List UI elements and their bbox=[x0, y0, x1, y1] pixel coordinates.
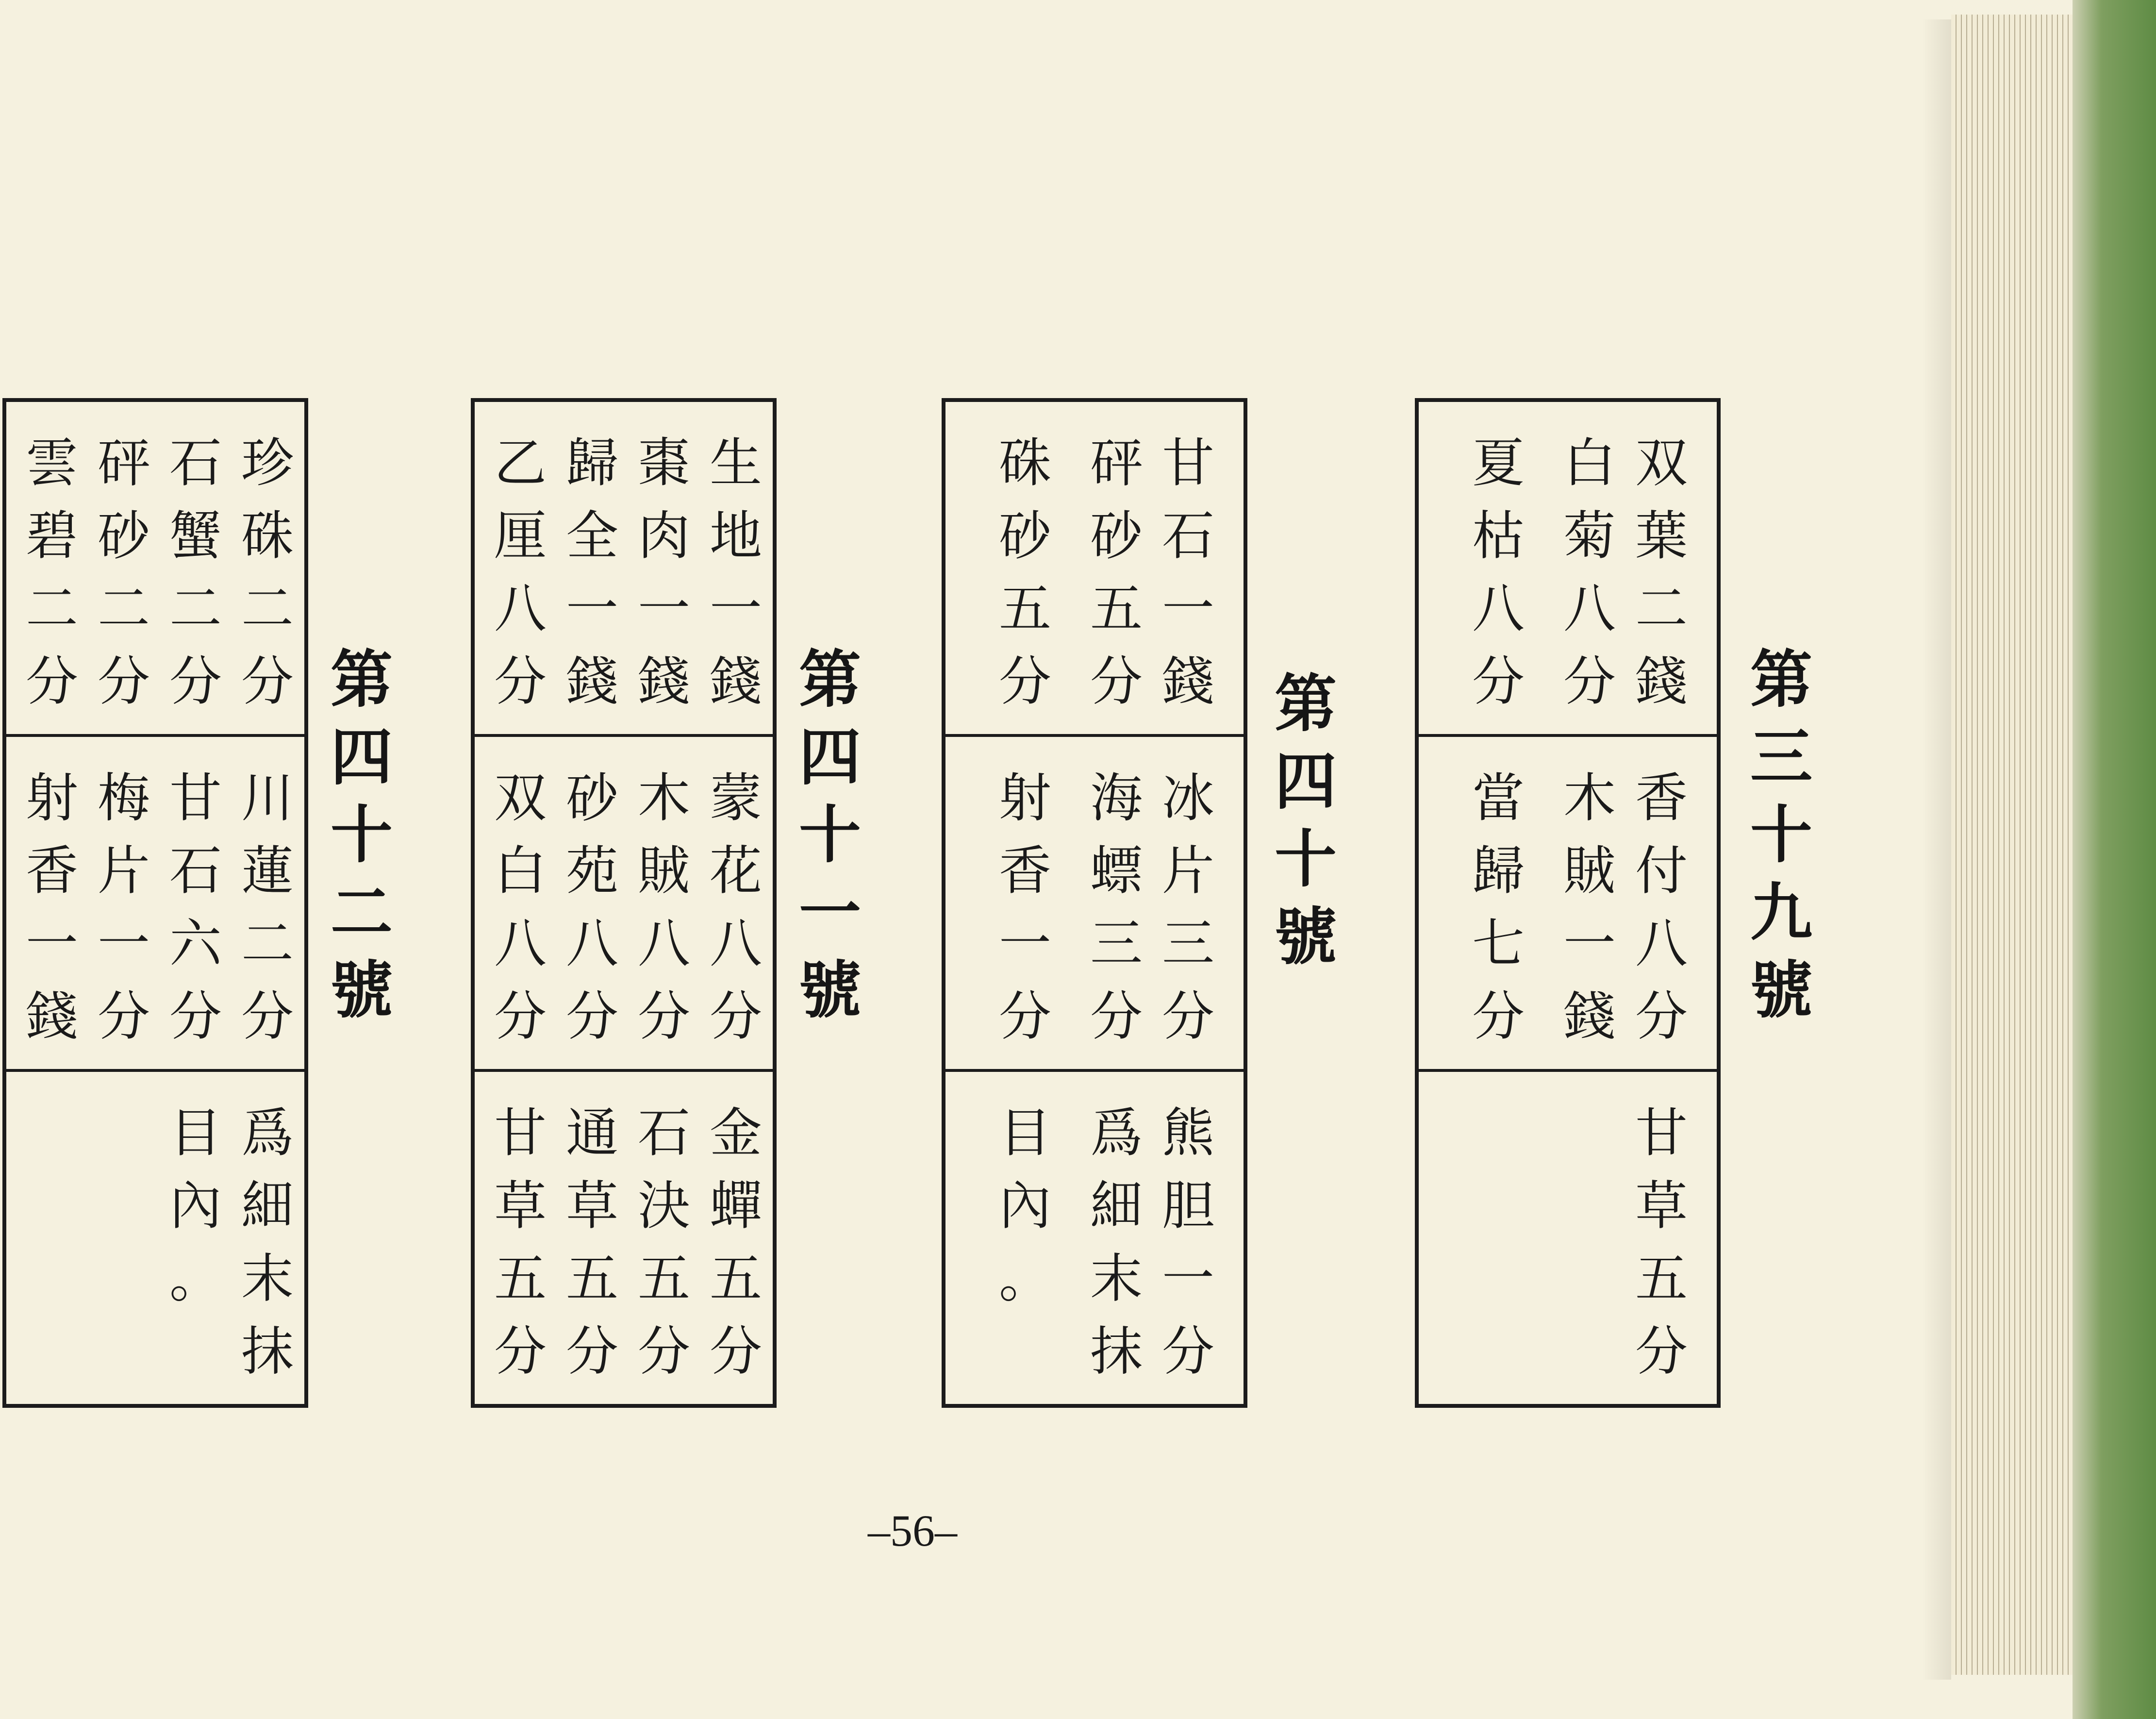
entry-heading: 第 四 十 二 號 bbox=[330, 643, 393, 1027]
ingredient-row bbox=[475, 1072, 773, 1404]
ingredient: 棗 肉 一 錢 bbox=[637, 433, 690, 712]
ingredient: 冰 片 三 分 bbox=[1161, 768, 1214, 1047]
ingredient: 石 決 五 分 bbox=[637, 1103, 690, 1382]
ingredient: 梅 片 一 分 bbox=[97, 768, 150, 1047]
ingredient: 石 蟹 二 分 bbox=[169, 433, 222, 712]
ingredient: 目 內 。 bbox=[998, 1103, 1051, 1309]
ingredient: 甘 石 六 分 bbox=[169, 768, 222, 1047]
ingredient: 通 草 五 分 bbox=[565, 1103, 618, 1382]
entry-heading: 第 三 十 九 號 bbox=[1750, 643, 1812, 1027]
ingredient: 木 賊 八 分 bbox=[637, 768, 690, 1047]
entry-heading: 第 四 十 一 號 bbox=[798, 643, 861, 1027]
ingredient-row bbox=[6, 402, 304, 737]
ingredient: 夏 枯 八 分 bbox=[1472, 433, 1525, 712]
ingredient-table bbox=[942, 398, 1247, 1408]
ingredient: 砰 砂 五 分 bbox=[1090, 433, 1143, 712]
book-page-edges bbox=[1951, 15, 2077, 1675]
ingredient: 硃 砂 五 分 bbox=[998, 433, 1051, 712]
ingredient: 生 地 一 錢 bbox=[709, 433, 762, 712]
ingredient: 双 葉 二 錢 bbox=[1635, 433, 1688, 712]
ingredient: 雲 碧 二 分 bbox=[25, 433, 78, 712]
ingredient: 甘 草 五 分 bbox=[494, 1103, 547, 1382]
ingredient: 双 白 八 分 bbox=[494, 768, 547, 1047]
entry-heading: 第 四 十 號 bbox=[1274, 668, 1337, 973]
ingredient-row bbox=[475, 737, 773, 1072]
ingredient-table bbox=[471, 398, 777, 1408]
book-cover-edge bbox=[2073, 0, 2156, 1719]
ingredient: 目 內 。 bbox=[169, 1103, 222, 1309]
ingredient: 熊 胆 一 分 bbox=[1161, 1103, 1214, 1382]
page-gutter-shadow bbox=[1922, 19, 1951, 1680]
ingredient-row bbox=[1419, 1072, 1717, 1404]
ingredient-row bbox=[945, 1072, 1244, 1404]
ingredient-row bbox=[945, 402, 1244, 737]
ingredient: 珍 硃 二 分 bbox=[241, 433, 294, 712]
ingredient: 射 香 一 分 bbox=[998, 768, 1051, 1047]
ingredient-table bbox=[2, 398, 308, 1408]
ingredient: 甘 石 一 錢 bbox=[1161, 433, 1214, 712]
ingredient-row bbox=[6, 1072, 304, 1404]
ingredient: 射 香 一 錢 bbox=[25, 768, 78, 1047]
ingredient: 川 蓮 二 分 bbox=[241, 768, 294, 1047]
ingredient: 爲 細 末 抹 bbox=[1090, 1103, 1143, 1382]
page-number: –56– bbox=[868, 1506, 957, 1555]
ingredient: 砰 砂 二 分 bbox=[97, 433, 150, 712]
ingredient: 爲 細 末 抹 bbox=[241, 1103, 294, 1382]
ingredient: 海 螵 三 分 bbox=[1090, 768, 1143, 1047]
ingredient: 蒙 花 八 分 bbox=[709, 768, 762, 1047]
ingredient-row bbox=[6, 737, 304, 1072]
ingredient: 甘 草 五 分 bbox=[1635, 1103, 1688, 1382]
ingredient: 白 菊 八 分 bbox=[1563, 433, 1616, 712]
ingredient-row bbox=[1419, 737, 1717, 1072]
ingredient-table bbox=[1415, 398, 1721, 1408]
ingredient-row bbox=[1419, 402, 1717, 737]
ingredient-row bbox=[475, 402, 773, 737]
ingredient: 乙 厘 八 分 bbox=[494, 433, 547, 712]
ingredient-row bbox=[945, 737, 1244, 1072]
ingredient: 歸 全 一 錢 bbox=[565, 433, 618, 712]
ingredient: 木 賊 一 錢 bbox=[1563, 768, 1616, 1047]
ingredient: 香 付 八 分 bbox=[1635, 768, 1688, 1047]
ingredient: 當 歸 七 分 bbox=[1472, 768, 1525, 1047]
ingredient: 金 蟬 五 分 bbox=[709, 1103, 762, 1382]
ingredient: 砂 苑 八 分 bbox=[565, 768, 618, 1047]
